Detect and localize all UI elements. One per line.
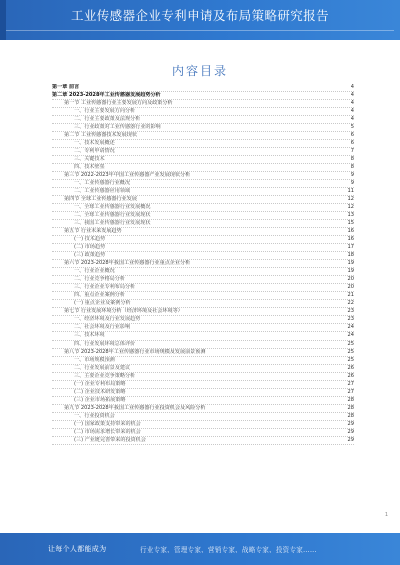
toc-entry[interactable] xyxy=(52,308,354,316)
toc-entry[interactable] xyxy=(52,188,354,196)
toc-entry-page: 4 xyxy=(350,92,354,99)
toc-entry-text: 一、全球工业传感器行业发展概况 xyxy=(74,204,151,211)
toc-entry[interactable] xyxy=(52,116,354,124)
toc-entry-page: 24 xyxy=(347,324,354,331)
toc-entry[interactable] xyxy=(52,429,354,437)
toc-entry-text: 一、工业传感器行业概况 xyxy=(74,180,131,187)
toc-entry-page: 23 xyxy=(347,308,354,315)
toc-entry[interactable] xyxy=(52,300,354,308)
toc-entry[interactable] xyxy=(52,212,354,220)
footer-tagline: 行业专家、管理专家、营销专家、战略专家、投资专家…… xyxy=(140,546,317,554)
toc-entry[interactable] xyxy=(52,164,354,172)
toc-entry-page: 27 xyxy=(347,388,354,395)
toc-entry-text: (二) 市场需求增长带来的机会 xyxy=(74,428,141,435)
toc-entry[interactable] xyxy=(52,316,354,324)
toc-entry-text: 二、工业传感器应用领域 xyxy=(74,188,131,195)
toc-entry-page: 20 xyxy=(347,276,354,283)
toc-entry[interactable] xyxy=(52,413,354,421)
toc-entry[interactable] xyxy=(52,172,354,180)
toc-entry[interactable] xyxy=(52,196,354,204)
toc-entry-text: (一) 重点企业及案例分析 xyxy=(74,300,131,307)
toc-entry[interactable] xyxy=(52,124,354,132)
toc-entry-page: 24 xyxy=(347,332,354,339)
toc-entry-page: 26 xyxy=(347,372,354,379)
toc-entry-text: 第五节 行业未来发展趋势 xyxy=(64,228,122,235)
toc-entry-text: 第二节 工业传感器技术发展现状 xyxy=(64,132,137,139)
toc-entry-text: 第七节 行业发展环境分析（经济环境及社会环境等） xyxy=(64,308,183,315)
toc-entry-text: (二) 市场趋势 xyxy=(74,244,106,251)
toc-entry-page: 6 xyxy=(350,132,354,139)
toc-entry[interactable] xyxy=(52,228,354,236)
toc-entry-page: 18 xyxy=(347,252,354,259)
toc-entry-page: 25 xyxy=(347,348,354,355)
toc-entry-text: 第二章 2023-2028年工业传感器发展趋势分析 xyxy=(52,92,161,99)
toc-entry[interactable] xyxy=(52,92,354,100)
toc-entry[interactable] xyxy=(52,437,354,445)
toc-entry-page: 9 xyxy=(350,180,354,187)
toc-entry[interactable] xyxy=(52,292,354,300)
toc-entry-text: 二、行业竞争格局分析 xyxy=(74,276,125,283)
toc-entry[interactable] xyxy=(52,252,354,260)
toc-entry[interactable] xyxy=(52,132,354,140)
toc-entry-text: 第一章 前言 xyxy=(52,84,80,90)
toc-entry-page: 20 xyxy=(347,284,354,291)
toc-entry[interactable] xyxy=(52,276,354,284)
toc-entry-page: 28 xyxy=(347,396,354,403)
toc-entry-text: 三、关键技术 xyxy=(74,156,105,163)
toc-entry-text: 四、技术壁垒 xyxy=(74,164,105,171)
toc-entry-text: 二、社会环境及行业影响 xyxy=(74,324,131,331)
toc-entry-text: 三、技术环境 xyxy=(74,332,105,339)
report-title: 工业传感器企业专利申请及布局策略研究报告 xyxy=(70,8,329,23)
toc-entry-text: (三) 企业市场拓展策略 xyxy=(74,396,126,403)
toc-entry-page: 12 xyxy=(347,204,354,211)
toc-entry[interactable] xyxy=(52,220,354,228)
toc-entry-page: 26 xyxy=(347,364,354,371)
toc-entry-text: 四、行业发展环境总体评价 xyxy=(74,340,136,347)
toc-entry-text: 二、专利申请情况 xyxy=(74,148,115,155)
toc-entry-page: 27 xyxy=(347,380,354,387)
toc-entry-page: 6 xyxy=(350,140,354,147)
toc-entry-page: 5 xyxy=(350,124,354,131)
toc-entry-text: 二、全球工业传感器行业发展现状 xyxy=(74,212,151,219)
toc-entry-page: 4 xyxy=(350,100,354,107)
toc-entry-page: 11 xyxy=(347,188,354,195)
toc-entry[interactable] xyxy=(52,341,354,349)
toc-entry-page: 4 xyxy=(350,108,354,115)
toc-entry-text: 三、行业企业专利布局分析 xyxy=(74,284,136,291)
toc-entry-page: 4 xyxy=(350,116,354,123)
toc-entry[interactable] xyxy=(52,349,354,357)
toc-entry-page: 23 xyxy=(347,316,354,323)
footer-slogan: 让每个人都能成为 xyxy=(48,545,107,553)
toc-entry[interactable] xyxy=(52,332,354,340)
toc-entry-page: 13 xyxy=(347,212,354,219)
toc-entry[interactable] xyxy=(52,236,354,244)
toc-entry[interactable] xyxy=(52,268,354,276)
toc-entry-page: 16 xyxy=(347,228,354,235)
toc-entry[interactable] xyxy=(52,397,354,405)
toc-entry-page: 12 xyxy=(347,196,354,203)
toc-entry[interactable] xyxy=(52,373,354,381)
toc-entry[interactable] xyxy=(52,405,354,413)
toc-entry-page: 29 xyxy=(347,436,354,443)
toc-entry[interactable] xyxy=(52,204,354,212)
toc-entry-page: 25 xyxy=(347,340,354,347)
toc-entry-text: 一、行业投资机会 xyxy=(74,412,115,419)
toc-entry-page: 19 xyxy=(347,260,354,267)
toc-entry[interactable] xyxy=(52,284,354,292)
toc-entry-page: 4 xyxy=(350,84,354,90)
toc-entry-text: 一、技术发展概述 xyxy=(74,140,115,147)
table-of-contents xyxy=(52,84,354,445)
toc-entry-page: 29 xyxy=(347,428,354,435)
toc-entry-text: 三、行业政策对工业传感器行业的影响 xyxy=(74,124,161,131)
toc-heading: 内容目录 xyxy=(171,64,228,78)
toc-entry[interactable] xyxy=(52,389,354,397)
toc-entry[interactable] xyxy=(52,260,354,268)
toc-entry[interactable] xyxy=(52,84,354,92)
toc-entry-text: 一、行业企业概况 xyxy=(74,268,115,275)
toc-entry-text: (二) 企业技术研发策略 xyxy=(74,388,126,395)
toc-entry-text: 四、重点企业案例分析 xyxy=(74,292,125,299)
header-divider xyxy=(6,30,394,31)
toc-entry[interactable] xyxy=(52,357,354,365)
toc-entry-page: 9 xyxy=(350,172,354,179)
toc-entry-text: 二、行业发展前景及建议 xyxy=(74,364,131,371)
toc-entry-page: 22 xyxy=(347,300,354,307)
toc-entry-text: 第九节 2023-2028年我国工业传感器行业投资机会及风险分析 xyxy=(64,404,206,411)
toc-entry-page: 28 xyxy=(347,404,354,411)
toc-entry-page: 7 xyxy=(350,148,354,155)
toc-entry-text: 第一节 工业传感器行业主要发展方向及政策分析 xyxy=(64,100,173,107)
toc-entry[interactable] xyxy=(52,148,354,156)
toc-entry-page: 15 xyxy=(347,220,354,227)
toc-entry-page: 17 xyxy=(347,244,354,251)
toc-entry-text: 第八节 2023-2028年工业传感器行业市场规模及发展前景预测 xyxy=(64,348,206,355)
toc-entry-text: 三、我国工业传感器行业发展现状 xyxy=(74,220,151,227)
toc-entry-text: 二、行业主要政策及法规分析 xyxy=(74,116,141,123)
toc-entry-text: 一、行业主要发展方向分析 xyxy=(74,108,136,115)
toc-entry[interactable] xyxy=(52,244,354,252)
toc-entry-page: 25 xyxy=(347,356,354,363)
toc-entry[interactable] xyxy=(52,108,354,116)
toc-entry-text: 第六节 2023-2028年我国工业传感器行业重点企业分析 xyxy=(64,260,191,267)
toc-entry-text: (一) 企业专利布局策略 xyxy=(74,380,126,387)
toc-entry-text: 第三节 2022-2023年中国工业传感器产业发展现状分析 xyxy=(64,172,191,179)
page-number: 1 xyxy=(384,512,388,518)
toc-entry-text: (三) 政策趋势 xyxy=(74,252,106,259)
toc-entry[interactable] xyxy=(52,365,354,373)
toc-entry[interactable] xyxy=(52,381,354,389)
toc-entry[interactable] xyxy=(52,421,354,429)
toc-entry-page: 21 xyxy=(347,292,354,299)
toc-entry[interactable] xyxy=(52,100,354,108)
toc-entry-text: (一) 技术趋势 xyxy=(74,236,106,243)
toc-entry-text: 一、经济环境及行业发展趋势 xyxy=(74,316,141,323)
toc-entry-page: 19 xyxy=(347,268,354,275)
toc-entry[interactable] xyxy=(52,324,354,332)
toc-entry[interactable] xyxy=(52,156,354,164)
toc-entry[interactable] xyxy=(52,180,354,188)
toc-entry-text: (三) 产业链完善带来的投资机会 xyxy=(74,436,146,443)
toc-entry[interactable] xyxy=(52,140,354,148)
toc-entry-page: 8 xyxy=(350,164,354,171)
toc-entry-text: (一) 国家政策支持带来的机会 xyxy=(74,420,141,427)
toc-entry-page: 16 xyxy=(347,236,354,243)
toc-entry-page: 29 xyxy=(347,420,354,427)
toc-entry-text: 一、市场规模预测 xyxy=(74,356,115,363)
toc-entry-page: 28 xyxy=(347,412,354,419)
toc-entry-text: 第四节 全球工业传感器行业发展 xyxy=(64,196,137,203)
toc-entry-page: 8 xyxy=(350,156,354,163)
toc-entry-text: 三、主要企业竞争策略分析 xyxy=(74,372,136,379)
